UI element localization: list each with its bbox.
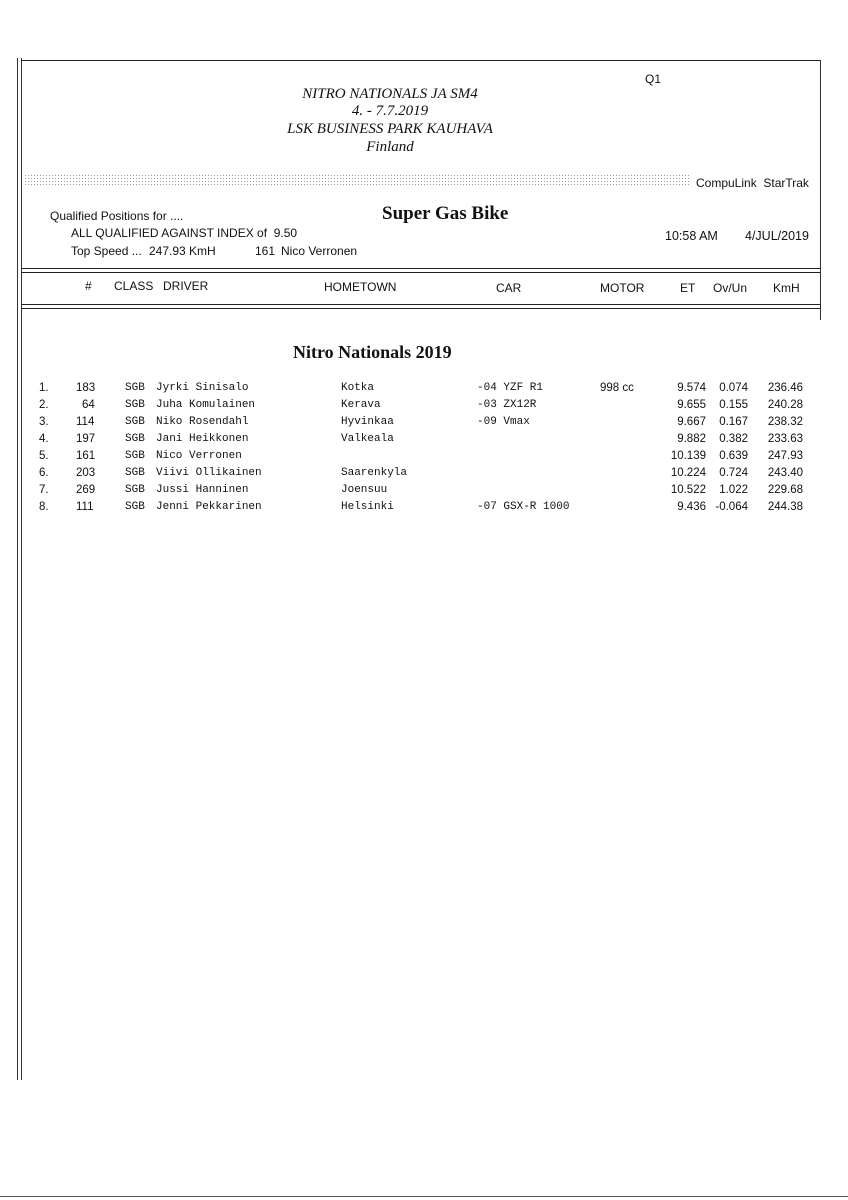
- row-class: SGB: [125, 501, 145, 513]
- row-car-number: 269: [76, 484, 96, 496]
- col-car: CAR: [496, 281, 522, 295]
- table-row: [0, 433, 848, 450]
- row-class: SGB: [125, 467, 145, 479]
- header-rule-top-2: [21, 272, 821, 273]
- top-speed-car-no: 161: [255, 244, 276, 258]
- col-driver: DRIVER: [163, 279, 209, 293]
- row-et: 10.224: [670, 467, 706, 479]
- left-margin-line-inner: [21, 58, 22, 1080]
- table-row: [0, 467, 848, 484]
- row-ovun: 0.639: [719, 450, 748, 462]
- row-kmh: 247.93: [767, 450, 803, 462]
- row-driver: Jyrki Sinisalo: [156, 382, 249, 394]
- section-title: Nitro Nationals 2019: [293, 342, 452, 362]
- row-car: -03 ZX12R: [477, 399, 537, 411]
- row-pos: 1.: [39, 382, 49, 394]
- row-pos: 8.: [39, 501, 49, 513]
- row-kmh: 244.38: [767, 501, 803, 513]
- row-ovun: 1.022: [719, 484, 748, 496]
- row-kmh: 233.63: [767, 433, 803, 445]
- row-car-number: 114: [76, 416, 95, 428]
- row-pos: 6.: [39, 467, 49, 479]
- row-class: SGB: [125, 450, 145, 462]
- qualified-label: Qualified Positions for ....: [50, 209, 184, 223]
- header-rule-bottom-2: [21, 308, 821, 309]
- row-et: 9.882: [677, 433, 706, 445]
- row-driver: Jenni Pekkarinen: [156, 501, 262, 513]
- row-car: -04 YZF R1: [477, 382, 544, 394]
- table-row: [0, 399, 848, 416]
- row-car-number: 64: [82, 399, 95, 411]
- country: Finland: [366, 139, 414, 155]
- table-row: [0, 501, 848, 518]
- col-motor: MOTOR: [600, 281, 645, 295]
- top-border: [21, 60, 821, 61]
- row-kmh: 229.68: [767, 484, 803, 496]
- bottom-edge-line: [0, 1196, 848, 1197]
- row-kmh: 243.40: [767, 467, 803, 479]
- row-hometown: Hyvinkaa: [341, 416, 394, 428]
- row-et: 9.574: [677, 382, 706, 394]
- row-ovun: 0.382: [719, 433, 748, 445]
- top-speed-value: 247.93 KmH: [149, 244, 216, 258]
- row-et: 9.436: [677, 501, 706, 513]
- index-line: ALL QUALIFIED AGAINST INDEX of 9.50: [71, 226, 298, 240]
- row-hometown: Helsinki: [341, 501, 394, 513]
- row-motor: 998 cc: [600, 382, 634, 394]
- session-label: Q1: [645, 72, 662, 86]
- left-margin-line: [17, 58, 18, 1080]
- row-car-number: 161: [76, 450, 96, 462]
- row-car: -09 Vmax: [477, 416, 530, 428]
- col-hometown: HOMETOWN: [324, 280, 397, 294]
- row-driver: Niko Rosendahl: [156, 416, 249, 428]
- col-et: ET: [680, 281, 696, 295]
- table-row: [0, 484, 848, 501]
- row-et: 9.667: [677, 416, 706, 428]
- row-driver: Jani Heikkonen: [156, 433, 249, 445]
- system-label: CompuLink StarTrak: [696, 176, 809, 190]
- right-border: [820, 60, 821, 320]
- col-kmh: KmH: [773, 281, 800, 295]
- col-class: CLASS: [114, 279, 154, 293]
- row-driver: Jussi Hanninen: [156, 484, 249, 496]
- row-class: SGB: [125, 484, 145, 496]
- row-et: 9.655: [677, 399, 706, 411]
- row-kmh: 238.32: [767, 416, 803, 428]
- table-row: [0, 416, 848, 433]
- row-ovun: -0.064: [715, 501, 748, 513]
- row-car-number: 203: [76, 467, 96, 479]
- row-class: SGB: [125, 416, 145, 428]
- row-driver: Viivi Ollikainen: [156, 467, 262, 479]
- row-hometown: Kotka: [341, 382, 375, 394]
- venue: LSK BUSINESS PARK KAUHAVA: [287, 121, 493, 137]
- row-kmh: 236.46: [767, 382, 803, 394]
- row-pos: 4.: [39, 433, 49, 445]
- row-kmh: 240.28: [767, 399, 803, 411]
- row-driver: Nico Verronen: [156, 450, 242, 462]
- row-hometown: Valkeala: [341, 433, 394, 445]
- report-date: 4/JUL/2019: [745, 229, 809, 243]
- header-rule-top: [21, 268, 821, 269]
- row-ovun: 0.167: [719, 416, 748, 428]
- row-class: SGB: [125, 433, 145, 445]
- row-driver: Juha Komulainen: [156, 399, 256, 411]
- row-et: 10.139: [670, 450, 706, 462]
- report-time: 10:58 AM: [665, 229, 718, 243]
- header-rule-bottom: [21, 304, 821, 305]
- row-car-number: 111: [76, 501, 94, 513]
- row-car-number: 197: [76, 433, 96, 445]
- event-dates: 4. - 7.7.2019: [351, 103, 429, 119]
- event-name: NITRO NATIONALS JA SM4: [302, 86, 478, 102]
- row-car: -07 GSX-R 1000: [477, 501, 570, 513]
- col-num: #: [85, 279, 92, 293]
- row-class: SGB: [125, 399, 145, 411]
- top-speed-label: Top Speed ...: [71, 244, 142, 258]
- row-et: 10.522: [670, 484, 706, 496]
- table-row: [0, 382, 848, 399]
- row-hometown: Kerava: [341, 399, 381, 411]
- row-ovun: 0.724: [719, 467, 748, 479]
- row-pos: 5.: [39, 450, 49, 462]
- dotted-separator: [24, 174, 690, 187]
- col-ovun: Ov/Un: [713, 281, 748, 295]
- table-row: [0, 450, 848, 467]
- class-title: Super Gas Bike: [382, 203, 509, 224]
- row-pos: 2.: [39, 399, 49, 411]
- row-ovun: 0.155: [719, 399, 748, 411]
- row-ovun: 0.074: [719, 382, 748, 394]
- row-class: SGB: [125, 382, 145, 394]
- row-pos: 7.: [39, 484, 49, 496]
- row-pos: 3.: [39, 416, 49, 428]
- row-hometown: Joensuu: [341, 484, 388, 496]
- top-speed-driver: Nico Verronen: [281, 244, 358, 258]
- row-car-number: 183: [76, 382, 96, 394]
- row-hometown: Saarenkyla: [341, 467, 408, 479]
